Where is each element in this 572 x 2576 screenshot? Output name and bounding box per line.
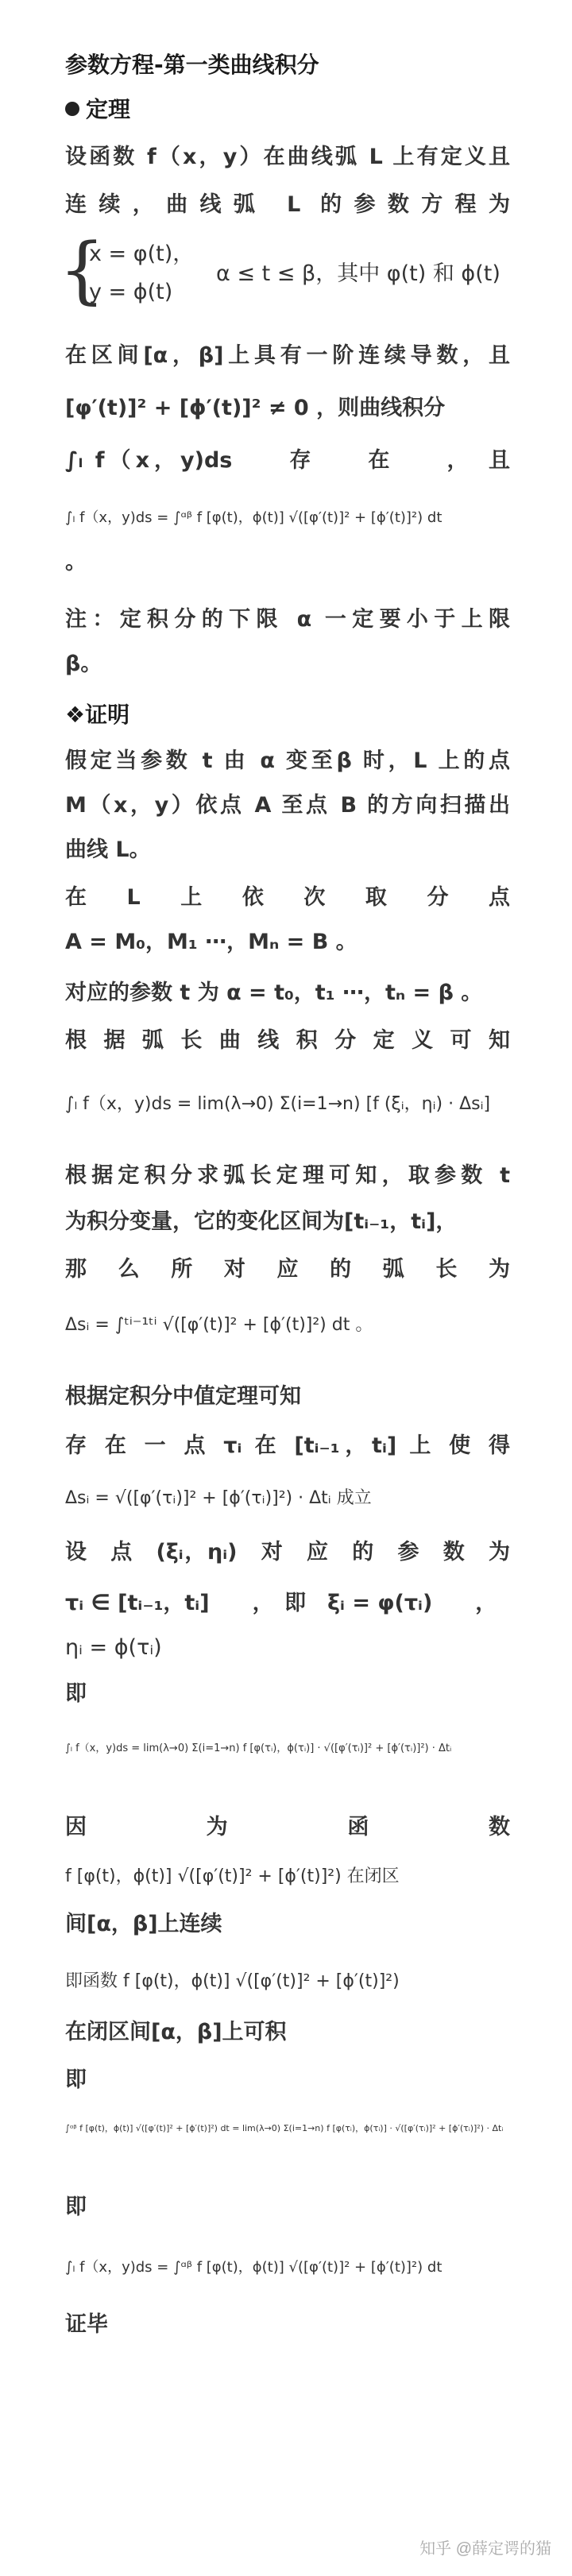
theorem-formula: ∫ₗ f（x，y)ds = ∫ᵅᵝ f [φ(t)，ϕ(t)] √([φ′(t)]² + [ϕ′(t)]²) dt bbox=[65, 509, 443, 526]
param-y: y = ϕ(t) bbox=[89, 280, 173, 304]
proof-formula-4: ∫ₗ f（x，y)ds = lim(λ→0) Σ(i=1→n) f [φ(τᵢ)，ϕ(τᵢ)] · √([φ′(τᵢ)]² + [ϕ′(τᵢ)]²) · Δtᵢ bbox=[65, 1742, 452, 1754]
proof-line-19: 即函数 f [φ(t)，ϕ(t)] √([φ′(t)]² + [ϕ′(t)]²) bbox=[65, 1971, 400, 1991]
proof-line-4: 在 L 上 依 次 取 分 点 bbox=[65, 885, 510, 910]
theorem-line-1: 设函数 f（x，y）在曲线弧 L 上有定义且 bbox=[65, 145, 510, 169]
ji-label-1: 即 bbox=[65, 1681, 87, 1706]
ji-label-3: 即 bbox=[65, 2195, 87, 2219]
proof-formula-2: Δsᵢ = ∫ᵗⁱ⁻¹ᵗⁱ √([φ′(t)]² + [ϕ′(t)]²) dt 。 bbox=[65, 1315, 373, 1335]
theorem-period: 。 bbox=[65, 550, 87, 574]
proof-line-12: 存 在 一 点 τᵢ 在 [tᵢ₋₁，tᵢ] 上 使 得 bbox=[65, 1433, 510, 1458]
proof-heading: ❖证明 bbox=[65, 702, 130, 728]
proof-end: 证毕 bbox=[65, 2312, 108, 2337]
theorem-heading-text: 定理 bbox=[86, 96, 131, 122]
proof-line-2: M（x，y）依点 A 至点 B 的方向扫描出 bbox=[65, 793, 510, 818]
watermark: 知乎 @薛定谔的猫 bbox=[419, 2540, 551, 2558]
proof-line-7: 根据弧长曲线积分定义可知 bbox=[65, 1028, 510, 1053]
proof-line-6: 对应的参数 t 为 α = t₀，t₁ ⋯，tₙ = β 。 bbox=[65, 981, 483, 1005]
proof-line-15: ηᵢ = ϕ(τᵢ) bbox=[65, 1635, 162, 1660]
theorem-heading bbox=[65, 94, 510, 126]
proof-line-18: 间[α，β]上连续 bbox=[65, 1912, 222, 1936]
proof-line-16: 因 为 函 数 bbox=[65, 1815, 510, 1839]
param-condition: α ≤ t ≤ β，其中 φ(t) 和 ϕ(t) bbox=[216, 261, 500, 286]
proof-formula-5: ∫ᵅᵝ f [φ(t)，ϕ(t)] √([φ′(t)]² + [ϕ′(t)]²) dt = lim(λ→0) Σ(i=1→n) f [φ(τᵢ)，ϕ(τᵢ)] · √([φ′(τᵢ)]² + [ϕ′(τᵢ)]²) · Δtᵢ bbox=[65, 2123, 504, 2133]
note-line-1: 注：定积分的下限 α 一定要小于上限 bbox=[65, 607, 510, 632]
proof-formula-1: ∫ₗ f（x，y)ds = lim(λ→0) Σ(i=1→n) [f (ξᵢ，ηᵢ) · Δsᵢ] bbox=[65, 1094, 491, 1114]
theorem-line-5: ∫ₗ f（x，y)ds 存 在 ， 且 bbox=[65, 448, 510, 473]
proof-line-5: A = M₀，M₁ ⋯，Mₙ = B 。 bbox=[65, 930, 358, 954]
left-brace: { bbox=[59, 227, 106, 312]
bullet-icon bbox=[65, 102, 79, 116]
note-line-2: β。 bbox=[65, 652, 102, 676]
proof-line-11: 根据定积分中值定理可知 bbox=[65, 1384, 301, 1409]
ji-label-2: 即 bbox=[65, 2067, 87, 2092]
proof-line-10: 那 么 所 对 应 的 弧 长 为 bbox=[65, 1257, 510, 1282]
proof-line-9: 为积分变量，它的变化区间为[tᵢ₋₁，tᵢ]， bbox=[65, 1209, 458, 1234]
proof-line-20: 在闭区间[α，β]上可积 bbox=[65, 2020, 287, 2044]
proof-formula-3: Δsᵢ = √([φ′(τᵢ)]² + [ϕ′(τᵢ)]²) · Δtᵢ 成立 bbox=[65, 1488, 372, 1508]
proof-line-17: f [φ(t)，ϕ(t)] √([φ′(t)]² + [ϕ′(t)]²) 在闭区 bbox=[65, 1866, 400, 1886]
theorem-line-4: [φ′(t)]² + [ϕ′(t)]² ≠ 0 ，则曲线积分 bbox=[65, 396, 446, 420]
proof-line-1: 假定当参数 t 由 α 变至β 时，L 上的点 bbox=[65, 748, 510, 773]
param-x: x = φ(t)， bbox=[89, 242, 195, 266]
proof-line-13: 设 点 (ξᵢ，ηᵢ) 对 应 的 参 数 为 bbox=[65, 1540, 510, 1565]
theorem-line-3: 在区间[α，β]上具有一阶连续导数，且 bbox=[65, 343, 510, 368]
proof-line-3: 曲线 L。 bbox=[65, 837, 151, 862]
proof-line-14: τᵢ ∈ [tᵢ₋₁，tᵢ] ， 即 ξᵢ = φ(τᵢ) ， bbox=[65, 1591, 497, 1615]
proof-formula-6: ∫ₗ f（x，y)ds = ∫ᵅᵝ f [φ(t)，ϕ(t)] √([φ′(t)]² + [ϕ′(t)]²) dt bbox=[65, 2259, 443, 2276]
page-title: 参数方程-第一类曲线积分 bbox=[65, 52, 319, 78]
theorem-line-2: 连续，曲线弧 L 的参数方程为 bbox=[65, 192, 510, 217]
proof-line-8: 根据定积分求弧长定理可知，取参数 t bbox=[65, 1163, 510, 1188]
